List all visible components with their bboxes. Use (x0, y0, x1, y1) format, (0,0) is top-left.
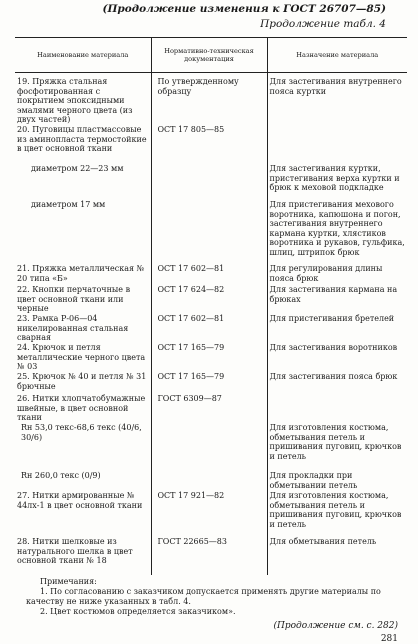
row-purpose: Для застегивания пояса брюк (267, 372, 407, 394)
row-purpose: Для застегивания внутреннего пояса куртки (267, 73, 407, 125)
row-name: 20. Пуговицы пластмассовые из аминопласта термостойкие в цвет основной ткани (17, 124, 150, 154)
row-doc: ОСТ 17 624—82 (151, 285, 267, 314)
row-purpose: Для пристегивания мехового воротника, капюшона и погон, застегивания внутреннего кармана куртки, хлястиков воротника и рукавов, гульфика, шлиц, штрипок брюк (267, 200, 407, 264)
row-purpose: Для регулирования длины пояса брюк (267, 264, 407, 285)
row-name: 22. Кнопки перчаточные в цвет основной ткани или черные (17, 284, 133, 314)
header-change-line: (Продолжение изменения к ГОСТ 26707—85) (102, 3, 386, 15)
footer-continuation: (Продолжение см. с. 282) (273, 621, 398, 631)
row-name: 25. Крючок № 40 и петля № 31 брючные (17, 371, 149, 391)
table-row (15, 491, 407, 537)
table-row (15, 423, 407, 471)
row-doc (151, 200, 267, 264)
page-number: 281 (380, 634, 398, 644)
column-header-doc: Нормативно-техническая документация (151, 38, 267, 73)
column-header-purpose: Назначение материала (267, 38, 407, 73)
row-purpose: Для изготовления костюма, обметывания петель и пришивания пуговиц, крючков и петель (267, 423, 407, 471)
row-purpose: Для застегивания воротников (267, 343, 407, 372)
table-row (15, 125, 407, 164)
table-row (15, 537, 407, 575)
row-doc: ГОСТ 6309—87 (151, 394, 267, 423)
row-doc: ОСТ 17 165—79 (151, 372, 267, 394)
row-doc: ОСТ 17 602—81 (151, 264, 267, 285)
notes-title: Примечания: (40, 577, 97, 586)
column-header-name: Наименование материала (15, 38, 151, 73)
table-row (15, 372, 407, 394)
table-row (15, 200, 407, 264)
row-name: Rн 260,0 текс (0/9) (21, 470, 101, 480)
row-doc (151, 423, 267, 471)
row-doc: ОСТ 17 602—81 (151, 314, 267, 343)
materials-table (15, 37, 407, 575)
row-name: 23. Рамка Р-06—04 никелированная стальная сварная (17, 313, 131, 343)
row-name: диаметром 22—23 мм (31, 163, 124, 173)
row-name: 28. Нитки шелковые из натурального шелка в цвет основной ткани № 18 (17, 536, 136, 566)
materials-table-container (15, 37, 407, 575)
row-doc: ОСТ 17 805—85 (151, 125, 267, 164)
row-doc (151, 471, 267, 491)
row-name: 19. Пряжка стальная фосфотированная с покрытием эпоксидными эмалями черного цвета (из двух частей) (17, 77, 136, 125)
table-row (15, 285, 407, 314)
table-row (15, 73, 407, 125)
row-doc: ОСТ 17 165—79 (151, 343, 267, 372)
row-name: 26. Нитки хлопчатобумажные швейные, в цвет основной ткани (17, 393, 148, 423)
row-doc: ОСТ 17 921—82 (151, 491, 267, 537)
table-row (15, 314, 407, 343)
row-purpose: Для застегивания куртки, пристегивания верха куртки и брюк к меховой подкладке (267, 164, 407, 200)
notes-section (26, 577, 398, 617)
table-row (15, 164, 407, 200)
row-doc (151, 164, 267, 200)
row-name: 24. Крючок и петля металлические черного цвета № 03 (17, 342, 148, 372)
row-name: 21. Пряжка металлическая № 20 типа «Б» (17, 263, 147, 283)
table-row (15, 343, 407, 372)
row-purpose: Для изготовления костюма, обметывания петель и пришивания пуговиц, крючков и петель (267, 491, 407, 537)
row-name: 27. Нитки армированные № 44лх-1 в цвет основной ткани (17, 490, 143, 510)
row-name: диаметром 17 мм (31, 199, 106, 209)
row-doc: По утвержденному образцу (151, 73, 267, 125)
row-doc: ГОСТ 22665—83 (151, 537, 267, 575)
note-item: 1. По согласованию с заказчиком допускается применять другие материалы по качеству не ниже указанных в табл. 4. (26, 587, 381, 606)
row-purpose (267, 394, 407, 423)
table-row (15, 471, 407, 491)
table-row (15, 394, 407, 423)
row-name: Rн 53,0 текс-68,6 текс (40/6, 30/6) (21, 422, 145, 442)
header-table-line: Продолжение табл. 4 (260, 18, 386, 30)
row-purpose (267, 125, 407, 164)
table-header-row (15, 38, 407, 73)
row-purpose: Для застегивания кармана на брюках (267, 285, 407, 314)
row-purpose: Для прокладки при обметывании петель (267, 471, 407, 491)
table-row (15, 264, 407, 285)
row-purpose: Для пристегивания бретелей (267, 314, 407, 343)
note-item: 2. Цвет костюмов определяется заказчиком». (40, 607, 236, 616)
row-purpose: Для обметывания петель (267, 537, 407, 575)
